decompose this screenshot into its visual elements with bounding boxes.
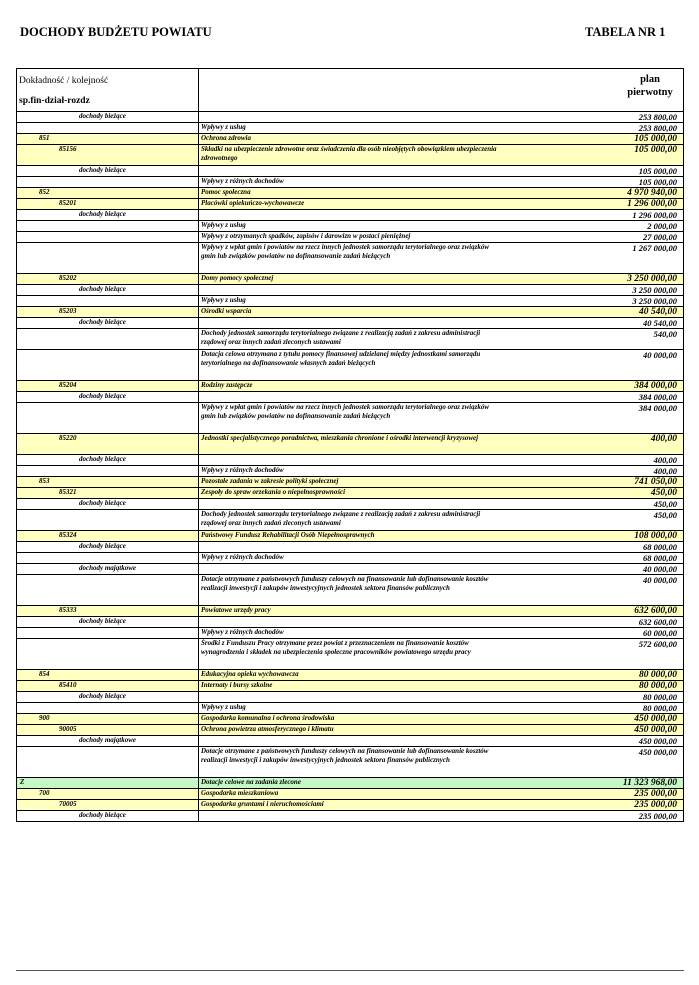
- row-value: 1 296 000,00: [627, 199, 677, 209]
- row-value: 1 267 000,00: [632, 243, 677, 253]
- table-row: [16, 575, 684, 606]
- table-row: [16, 296, 684, 307]
- table-row: [16, 455, 684, 466]
- row-code: 853: [39, 477, 50, 485]
- row-name: Dotacje celowe na zadania zlecone: [201, 778, 301, 786]
- row-code: 85202: [59, 274, 77, 282]
- row-name: Dotacje otrzymane z państwowych funduszy celowych na finansowanie lub dofinansowanie kosztów realizacji inwestycji i zakupów inwestycyjnych jednostek sektora finansów publicznych: [201, 575, 489, 592]
- row-code: dochody bieżące: [79, 392, 126, 400]
- footer-divider: [16, 970, 684, 971]
- table-row: [16, 134, 684, 145]
- row-value: 60 000,00: [643, 628, 677, 638]
- row-value: 450,00: [653, 499, 677, 509]
- row-code: dochody majątkowe: [79, 564, 136, 572]
- row-name: Edukacyjna opieka wychowawcza: [201, 670, 299, 678]
- table-row: [16, 714, 684, 725]
- row-value: 384 000,00: [638, 392, 677, 402]
- table-row: [16, 628, 684, 639]
- table-row: [16, 564, 684, 575]
- table-row: [16, 692, 684, 703]
- row-name: Składki na ubezpieczenie zdrowotne oraz świadczenia dla osób nieobjętych obowiązkiem ubezpieczenia zdrowotnego: [201, 145, 497, 162]
- row-value: 105 000,00: [638, 166, 677, 176]
- row-value: 450 000,00: [634, 725, 677, 735]
- row-value: 68 000,00: [643, 542, 677, 552]
- table-row: [16, 166, 684, 177]
- row-name: Dochody jednostek samorządu terytorialnego związane z realizacją zadań z zakresu administracji rządowej oraz innych zadań zleconych ustawami: [201, 510, 481, 527]
- row-code: 85156: [59, 145, 77, 153]
- row-value: 80 000,00: [643, 703, 677, 713]
- row-code: 85324: [59, 531, 77, 539]
- row-code: 852: [39, 188, 50, 196]
- table-header: [16, 68, 684, 112]
- row-code: 90005: [59, 725, 77, 733]
- row-code: 700: [39, 789, 50, 797]
- col1-label-line1: Dokładność / kolejność: [19, 76, 109, 86]
- row-code: dochody bieżące: [79, 499, 126, 507]
- row-value: 632 600,00: [638, 617, 677, 627]
- row-name: Dotacja celowa otrzymana z tytułu pomocy finansowej udzielanej między jednostkami samorządu terytorialnego na dofinansowanie własnych zadań bieżących: [201, 350, 481, 367]
- row-value: 40 540,00: [643, 318, 677, 328]
- row-code: 85203: [59, 307, 77, 315]
- row-value: 3 250 000,00: [627, 274, 677, 284]
- table-row: [16, 232, 684, 243]
- row-name: Gospodarka komunalna i ochrona środowiska: [201, 714, 335, 722]
- row-name: Jednostki specjalistycznego poradnictwa, mieszkania chronione i ośrodki interwencji kryzysowej: [201, 434, 479, 442]
- row-code: dochody bieżące: [79, 455, 126, 463]
- col1-label-line2: sp.fin-dział-rozdz: [19, 96, 90, 106]
- row-code: dochody bieżące: [79, 210, 126, 218]
- row-name: Wpływy z różnych dochodów: [201, 553, 284, 561]
- table-row: [16, 403, 684, 434]
- table-row: [16, 381, 684, 392]
- table-row: [16, 488, 684, 499]
- row-name: Wpływy z różnych dochodów: [201, 177, 284, 185]
- row-value: 384 000,00: [634, 381, 677, 391]
- row-code: Z: [20, 778, 25, 786]
- row-name: Ochrona zdrowia: [201, 134, 251, 142]
- table-row: [16, 477, 684, 488]
- table-row: [16, 725, 684, 736]
- row-code: 85333: [59, 606, 77, 614]
- table-row: [16, 221, 684, 232]
- row-value: 400,00: [653, 466, 677, 476]
- table-row: [16, 681, 684, 692]
- table-row: [16, 466, 684, 477]
- row-value: 105 000,00: [638, 177, 677, 187]
- table-row: [16, 789, 684, 800]
- row-name: Pozostałe zadania w zakresie polityki społecznej: [201, 477, 339, 485]
- table-row: [16, 606, 684, 617]
- table-row: [16, 350, 684, 381]
- page-title: DOCHODY BUDŻETU POWIATU: [20, 25, 212, 39]
- row-value: 40 000,00: [643, 350, 677, 360]
- table-number: TABELA NR 1: [585, 25, 666, 39]
- row-name: Wpływy z usług: [201, 703, 246, 711]
- table-row: [16, 307, 684, 318]
- row-value: 3 250 000,00: [632, 285, 677, 295]
- row-code: 85201: [59, 199, 77, 207]
- budget-table: [16, 112, 684, 822]
- table-row: [16, 243, 684, 274]
- table-row: [16, 811, 684, 822]
- row-code: dochody bieżące: [79, 318, 126, 326]
- table-row: [16, 531, 684, 542]
- row-code: 85220: [59, 434, 77, 442]
- row-name: Wpływy z usług: [201, 221, 246, 229]
- row-name: Placówki opiekuńczo-wychowawcze: [201, 199, 305, 207]
- row-code: 70005: [59, 800, 77, 808]
- row-name: Środki z Funduszu Pracy otrzymane przez powiat z przeznaczeniem na finansowanie kosztów wynagrodzenia i składek na ubezpieczenia społeczne pracowników powiatowego urzędu pracy: [201, 639, 471, 656]
- row-name: Wpływy z otrzymanych spadków, zapisów i darowizn w postaci pieniężnej: [201, 232, 411, 240]
- row-name: Gospodarka mieszkaniowa: [201, 789, 279, 797]
- row-value: 108 000,00: [634, 531, 677, 541]
- table-row: [16, 210, 684, 221]
- row-code: 85321: [59, 488, 77, 496]
- table-row: [16, 747, 684, 778]
- row-code: dochody bieżące: [79, 692, 126, 700]
- row-code: 900: [39, 714, 50, 722]
- row-name: Powiatowe urzędy pracy: [201, 606, 271, 614]
- row-value: 2 000,00: [647, 221, 677, 231]
- row-code: dochody bieżące: [79, 617, 126, 625]
- row-value: 540,00: [653, 329, 677, 339]
- row-value: 80 000,00: [639, 670, 677, 680]
- row-value: 68 000,00: [643, 553, 677, 563]
- table-row: [16, 499, 684, 510]
- row-value: 253 800,00: [638, 112, 677, 122]
- row-value: 105 000,00: [634, 145, 677, 155]
- table-row: [16, 703, 684, 714]
- row-name: Zespoły do spraw orzekania o niepełnosprawności: [201, 488, 346, 496]
- table-row: [16, 736, 684, 747]
- row-code: dochody bieżące: [79, 285, 126, 293]
- row-code: 851: [39, 134, 50, 142]
- row-name: Ochrona powietrza atmosferycznego i klimatu: [201, 725, 334, 733]
- table-row: [16, 510, 684, 531]
- row-value: 450 000,00: [638, 747, 677, 757]
- table-row: [16, 434, 684, 455]
- row-name: Rodziny zastępcze: [201, 381, 253, 389]
- row-value: 235 000,00: [638, 811, 677, 821]
- table-row: [16, 542, 684, 553]
- row-name: Gospodarka gruntami i nieruchomościami: [201, 800, 324, 808]
- row-value: 632 600,00: [634, 606, 677, 616]
- row-value: 40 000,00: [643, 575, 677, 585]
- table-row: [16, 285, 684, 296]
- table-row: [16, 670, 684, 681]
- row-name: Internaty i bursy szkolne: [201, 681, 273, 689]
- row-name: Wpływy z różnych dochodów: [201, 466, 284, 474]
- plan-column-header: plan pierwotny: [627, 74, 673, 98]
- row-name: Dotacje otrzymane z państwowych funduszy celowych na finansowanie lub dofinansowanie kosztów realizacji inwestycji i zakupów inwestycyjnych jednostek sektora finansów publicznych: [201, 747, 489, 764]
- row-name: Wpływy z wpłat gmin i powiatów na rzecz innych jednostek samorządu terytorialnego oraz związków gmin lub związków powiatów na dofinansowanie zadań bieżących: [201, 243, 490, 260]
- table-row: [16, 274, 684, 285]
- table-row: [16, 329, 684, 350]
- row-code: dochody majątkowe: [79, 736, 136, 744]
- row-value: 450 000,00: [638, 736, 677, 746]
- row-value: 3 250 000,00: [632, 296, 677, 306]
- table-row: [16, 553, 684, 564]
- row-code: dochody bieżące: [79, 112, 126, 120]
- table-row: [16, 639, 684, 670]
- row-value: 27 000,00: [643, 232, 677, 242]
- row-value: 11 323 968,00: [622, 778, 677, 788]
- table-row: [16, 199, 684, 210]
- table-row: [16, 112, 684, 123]
- row-name: Dochody jednostek samorządu terytorialnego związane z realizacją zadań z zakresu administracji rządowej oraz innych zadań zleconych ustawami: [201, 329, 481, 346]
- row-code: 85410: [59, 681, 77, 689]
- table-row: [16, 800, 684, 811]
- table-row: [16, 145, 684, 166]
- row-value: 253 800,00: [638, 123, 677, 133]
- row-code: dochody bieżące: [79, 542, 126, 550]
- row-name: Państwowy Fundusz Rehabilitacji Osób Niepełnosprawnych: [201, 531, 375, 539]
- row-code: dochody bieżące: [79, 166, 126, 174]
- table-row: [16, 778, 684, 789]
- row-value: 80 000,00: [639, 681, 677, 691]
- row-value: 105 000,00: [634, 134, 677, 144]
- row-code: dochody bieżące: [79, 811, 126, 819]
- row-value: 400,00: [650, 434, 677, 444]
- row-value: 40 000,00: [643, 564, 677, 574]
- row-value: 400,00: [653, 455, 677, 465]
- row-code: 85204: [59, 381, 77, 389]
- row-value: 235 000,00: [634, 800, 677, 810]
- table-row: [16, 318, 684, 329]
- row-code: 854: [39, 670, 50, 678]
- row-name: Wpływy z różnych dochodów: [201, 628, 284, 636]
- row-name: Domy pomocy społecznej: [201, 274, 274, 282]
- row-name: Wpływy z wpłat gmin i powiatów na rzecz innych jednostek samorządu terytorialnego oraz związków gmin lub związków powiatów na dofinansowanie zadań bieżących: [201, 403, 490, 420]
- table-row: [16, 188, 684, 199]
- row-value: 450,00: [653, 510, 677, 520]
- row-value: 450 000,00: [634, 714, 677, 724]
- row-value: 4 970 940,00: [627, 188, 677, 198]
- row-name: Pomoc społeczna: [201, 188, 251, 196]
- table-row: [16, 177, 684, 188]
- table-row: [16, 617, 684, 628]
- table-row: [16, 392, 684, 403]
- row-value: 40 540,00: [639, 307, 677, 317]
- row-value: 235 000,00: [634, 789, 677, 799]
- row-value: 80 000,00: [643, 692, 677, 702]
- row-value: 741 050,00: [634, 477, 677, 487]
- row-name: Ośrodki wsparcia: [201, 307, 252, 315]
- row-value: 384 000,00: [638, 403, 677, 413]
- row-name: Wpływy z usług: [201, 296, 246, 304]
- row-name: Wpływy z usług: [201, 123, 246, 131]
- row-value: 572 600,00: [638, 639, 677, 649]
- table-row: [16, 123, 684, 134]
- row-value: 450,00: [650, 488, 677, 498]
- row-value: 1 296 000,00: [632, 210, 677, 220]
